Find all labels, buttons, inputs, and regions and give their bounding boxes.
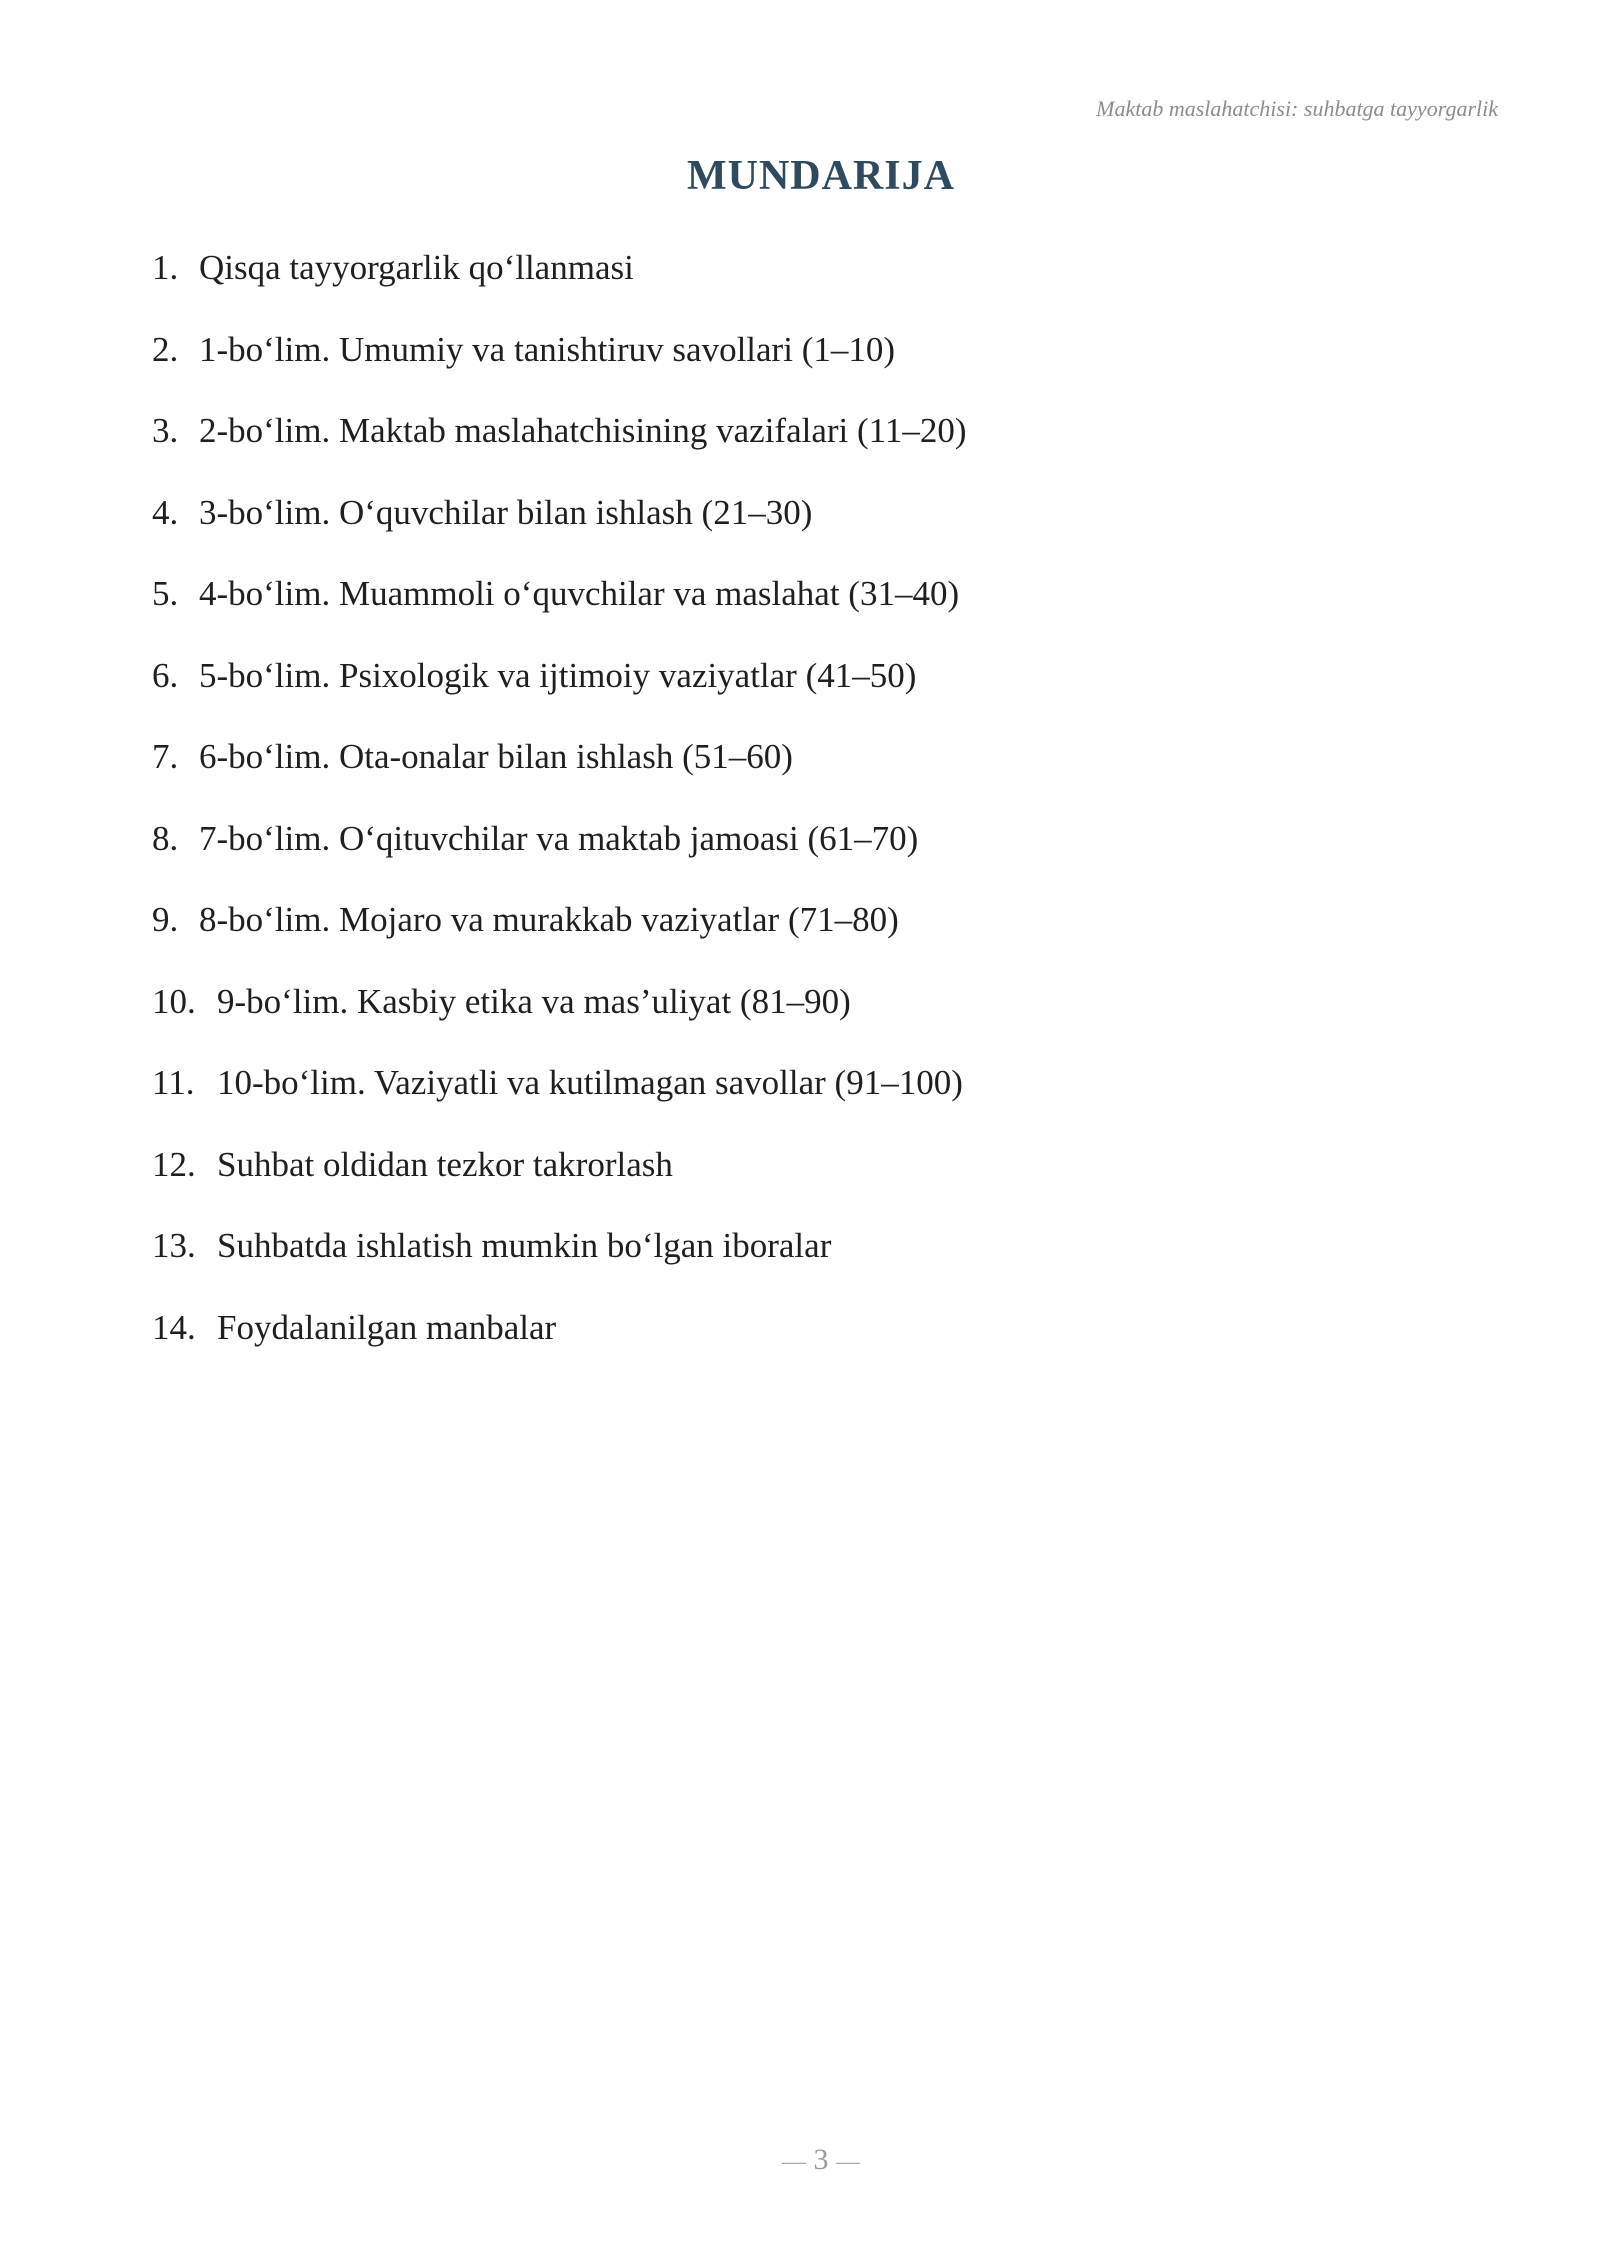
toc-item-text: 1-bo‘lim. Umumiy va tanishtiruv savollari (1–10) [199,329,896,369]
toc-item [152,1304,967,1386]
toc-item-text: Qisqa tayyorgarlik qo‘llanmasi [199,248,634,287]
toc-item-number: 9. [152,900,179,939]
toc-item-number: 1. [152,248,179,287]
toc-item [152,489,967,571]
page-footer [0,2143,1600,2177]
toc-item-text: 9-bo‘lim. Kasbiy etika va mas’uliyat (81–90) [217,981,851,1021]
toc-item-number: 8. [152,818,179,858]
page-title: MUNDARIJA [687,153,955,199]
toc-item-number: 10. [152,981,196,1021]
toc-item [152,733,967,815]
toc-item-text: 3-bo‘lim. O‘quvchilar bilan ishlash (21–30) [199,492,813,532]
toc-item [152,896,967,978]
toc-item-number: 14. [152,1307,196,1347]
toc-item-text: 4-bo‘lim. Muammoli o‘quvchilar va maslahat (31–40) [199,574,960,613]
toc-item-text: 7-bo‘lim. O‘qituvchilar va maktab jamoasi (61–70) [199,818,919,858]
toc-item-text: 10-bo‘lim. Vaziyatli va kutilmagan savollar (91–100) [217,1063,963,1102]
toc-item-text: 8-bo‘lim. Mojaro va murakkab vaziyatlar (71–80) [199,900,899,939]
toc-item-number: 13. [152,1226,196,1265]
toc-item-number: 5. [152,574,179,613]
toc-item-text: 6-bo‘lim. Ota-onalar bilan ishlash (51–60) [199,737,793,776]
toc-item-number: 3. [152,411,179,450]
toc-item-number: 11. [152,1063,195,1102]
toc-item [152,815,967,897]
toc-item-text: 2-bo‘lim. Maktab maslahatchisining vazifalari (11–20) [199,411,967,450]
toc-item [152,407,967,489]
toc-item-text: 5-bo‘lim. Psixologik va ijtimoiy vaziyatlar (41–50) [199,655,917,695]
toc-item-text: Suhbat oldidan tezkor takrorlash [217,1144,673,1184]
running-header: Maktab maslahatchisi: suhbatga tayyorgarlik [1096,96,1498,121]
footer-dash-right: — [836,2149,860,2175]
toc-item [152,652,967,734]
table-of-contents [152,244,967,1385]
toc-item [152,1222,967,1304]
toc-item [152,570,967,652]
toc-item [152,244,967,326]
toc-item [152,1059,967,1141]
toc-item [152,326,967,408]
footer-dash-left: — [782,2149,806,2175]
toc-item [152,1141,967,1223]
toc-item-number: 7. [152,737,179,776]
toc-item-number: 12. [152,1144,196,1184]
toc-item [152,978,967,1060]
toc-item-number: 4. [152,492,179,532]
toc-item-number: 2. [152,329,179,369]
toc-item-number: 6. [152,655,179,695]
toc-item-text: Suhbatda ishlatish mumkin bo‘lgan iboralar [217,1226,832,1265]
toc-item-text: Foydalanilgan manbalar [217,1307,557,1347]
page-number: 3 [813,2143,829,2176]
